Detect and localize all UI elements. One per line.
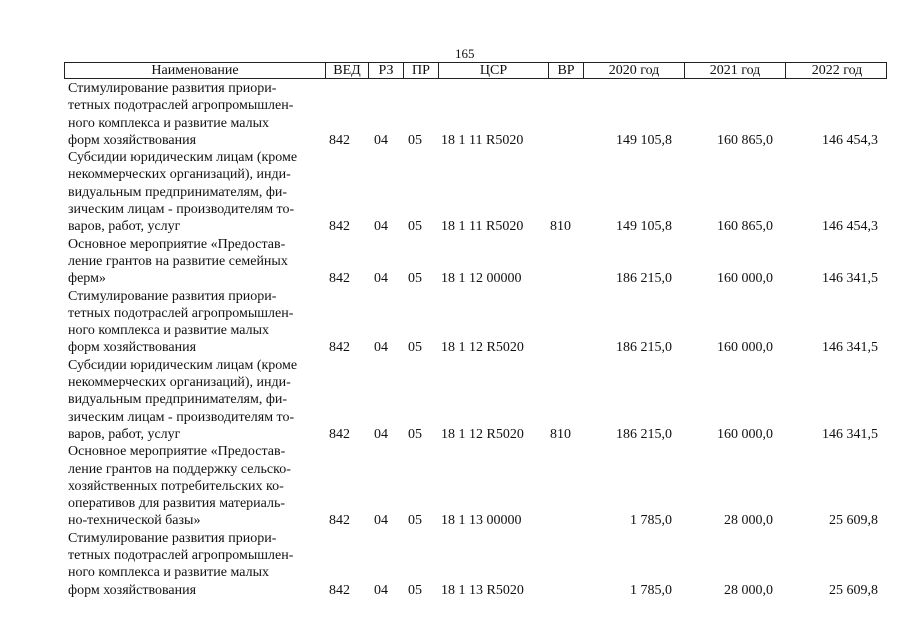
row-value-2021: 160 000,0	[717, 340, 773, 356]
row-rz: 04	[374, 219, 388, 235]
row-value-2021: 160 000,0	[717, 271, 773, 287]
table-row	[0, 236, 905, 288]
row-name-line: видуальным предпринимателям, фи-	[68, 392, 288, 408]
row-csr: 18 1 13 00000	[441, 513, 522, 529]
row-name-line: тетных подотраслей агропромышлен-	[68, 548, 294, 564]
row-name-line: Стимулирование развития приори-	[68, 530, 277, 546]
row-csr: 18 1 11 R5020	[441, 132, 524, 148]
row-rz: 04	[374, 340, 388, 356]
page-number: 165	[455, 46, 475, 61]
row-name-line: зическим лицам - производителям то-	[68, 202, 295, 218]
row-value-2020: 149 105,8	[616, 132, 672, 148]
row-name-line: ление грантов на развитие семейных	[68, 253, 288, 269]
row-value-2021: 160 865,0	[717, 219, 773, 235]
row-rz: 04	[374, 426, 388, 442]
header-vr: ВР	[548, 63, 583, 78]
row-name	[68, 443, 322, 529]
row-pr: 05	[408, 219, 422, 235]
row-ved: 842	[329, 340, 350, 356]
row-name	[68, 80, 322, 149]
row-ved: 842	[329, 582, 350, 598]
row-name	[68, 530, 322, 599]
row-name-line: Субсидии юридическим лицам (кроме	[68, 357, 298, 373]
row-name-line: варов, работ, услуг	[68, 219, 181, 235]
row-name-line: Стимулирование развития приори-	[68, 288, 277, 304]
table-row	[0, 80, 905, 149]
row-value-2021: 160 000,0	[717, 426, 773, 442]
row-name-line: Стимулирование развития приори-	[68, 81, 277, 96]
row-value-2022: 25 609,8	[829, 582, 878, 598]
row-value-2022: 146 454,3	[822, 132, 878, 148]
row-rz: 04	[374, 513, 388, 529]
row-ved: 842	[329, 513, 350, 529]
row-name-line: тетных подотраслей агропромышлен-	[68, 305, 294, 321]
row-ved: 842	[329, 426, 350, 442]
header-2022: 2022 год	[785, 63, 888, 78]
row-value-2022: 146 454,3	[822, 219, 878, 235]
row-vr: 810	[550, 219, 571, 235]
row-name-line: некоммерческих организаций), инди-	[68, 375, 291, 391]
row-name-line: хозяйственных потребительских ко-	[68, 478, 284, 494]
header-csr: ЦСР	[438, 63, 548, 78]
row-value-2022: 146 341,5	[822, 271, 878, 287]
row-name-line: ного комплекса и развитие малых	[68, 115, 269, 131]
row-name	[68, 288, 322, 357]
row-name-line: ление грантов на поддержку сельско-	[68, 461, 291, 477]
row-pr: 05	[408, 271, 422, 287]
row-ved: 842	[329, 271, 350, 287]
row-name-line: Субсидии юридическим лицам (кроме	[68, 150, 298, 166]
row-name-line: форм хозяйствования	[68, 340, 197, 356]
row-value-2021: 28 000,0	[724, 513, 773, 529]
row-csr: 18 1 12 00000	[441, 271, 522, 287]
row-value-2020: 1 785,0	[630, 582, 672, 598]
row-pr: 05	[408, 513, 422, 529]
header-2020: 2020 год	[583, 63, 684, 78]
row-value-2022: 25 609,8	[829, 513, 878, 529]
row-pr: 05	[408, 582, 422, 598]
row-name	[68, 149, 322, 235]
row-name-line: форм хозяйствования	[68, 582, 197, 598]
row-value-2022: 146 341,5	[822, 426, 878, 442]
row-name	[68, 357, 322, 443]
row-csr: 18 1 13 R5020	[441, 582, 524, 598]
row-pr: 05	[408, 426, 422, 442]
row-name-line: Основное мероприятие «Предостав-	[68, 444, 286, 460]
row-pr: 05	[408, 132, 422, 148]
row-value-2020: 186 215,0	[616, 426, 672, 442]
row-vr: 810	[550, 426, 571, 442]
row-value-2020: 1 785,0	[630, 513, 672, 529]
row-value-2021: 28 000,0	[724, 582, 773, 598]
row-csr: 18 1 12 R5020	[441, 340, 524, 356]
table-body	[0, 80, 905, 599]
row-name-line: видуальным предпринимателям, фи-	[68, 184, 288, 200]
row-rz: 04	[374, 582, 388, 598]
row-value-2021: 160 865,0	[717, 132, 773, 148]
row-csr: 18 1 11 R5020	[441, 219, 524, 235]
row-value-2020: 186 215,0	[616, 340, 672, 356]
row-rz: 04	[374, 271, 388, 287]
header-pr: ПР	[403, 63, 438, 78]
row-rz: 04	[374, 132, 388, 148]
header-name: Наименование	[151, 63, 239, 78]
header-rz: РЗ	[368, 63, 403, 78]
row-name-line: ного комплекса и развитие малых	[68, 565, 269, 581]
row-name-line: зическим лицам - производителям то-	[68, 409, 295, 425]
row-name-line: но-технической базы»	[68, 513, 201, 529]
header-ved: ВЕД	[325, 63, 368, 78]
row-name-line: ферм»	[68, 271, 106, 287]
header-2021: 2021 год	[684, 63, 785, 78]
row-name	[68, 236, 322, 288]
row-ved: 842	[329, 132, 350, 148]
table-row	[0, 530, 905, 599]
row-csr: 18 1 12 R5020	[441, 426, 524, 442]
row-value-2022: 146 341,5	[822, 340, 878, 356]
row-name-line: ного комплекса и развитие малых	[68, 323, 269, 339]
table-row	[0, 443, 905, 529]
row-ved: 842	[329, 219, 350, 235]
row-value-2020: 149 105,8	[616, 219, 672, 235]
row-name-line: оперативов для развития материаль-	[68, 496, 286, 512]
row-name-line: тетных подотраслей агропромышлен-	[68, 98, 294, 114]
table-row	[0, 149, 905, 235]
row-value-2020: 186 215,0	[616, 271, 672, 287]
table-row	[0, 288, 905, 357]
row-name-line: варов, работ, услуг	[68, 426, 181, 442]
row-name-line: Основное мероприятие «Предостав-	[68, 236, 286, 252]
row-name-line: некоммерческих организаций), инди-	[68, 167, 291, 183]
row-name-line: форм хозяйствования	[68, 132, 197, 148]
table-header	[64, 62, 887, 79]
table-row	[0, 357, 905, 443]
row-pr: 05	[408, 340, 422, 356]
